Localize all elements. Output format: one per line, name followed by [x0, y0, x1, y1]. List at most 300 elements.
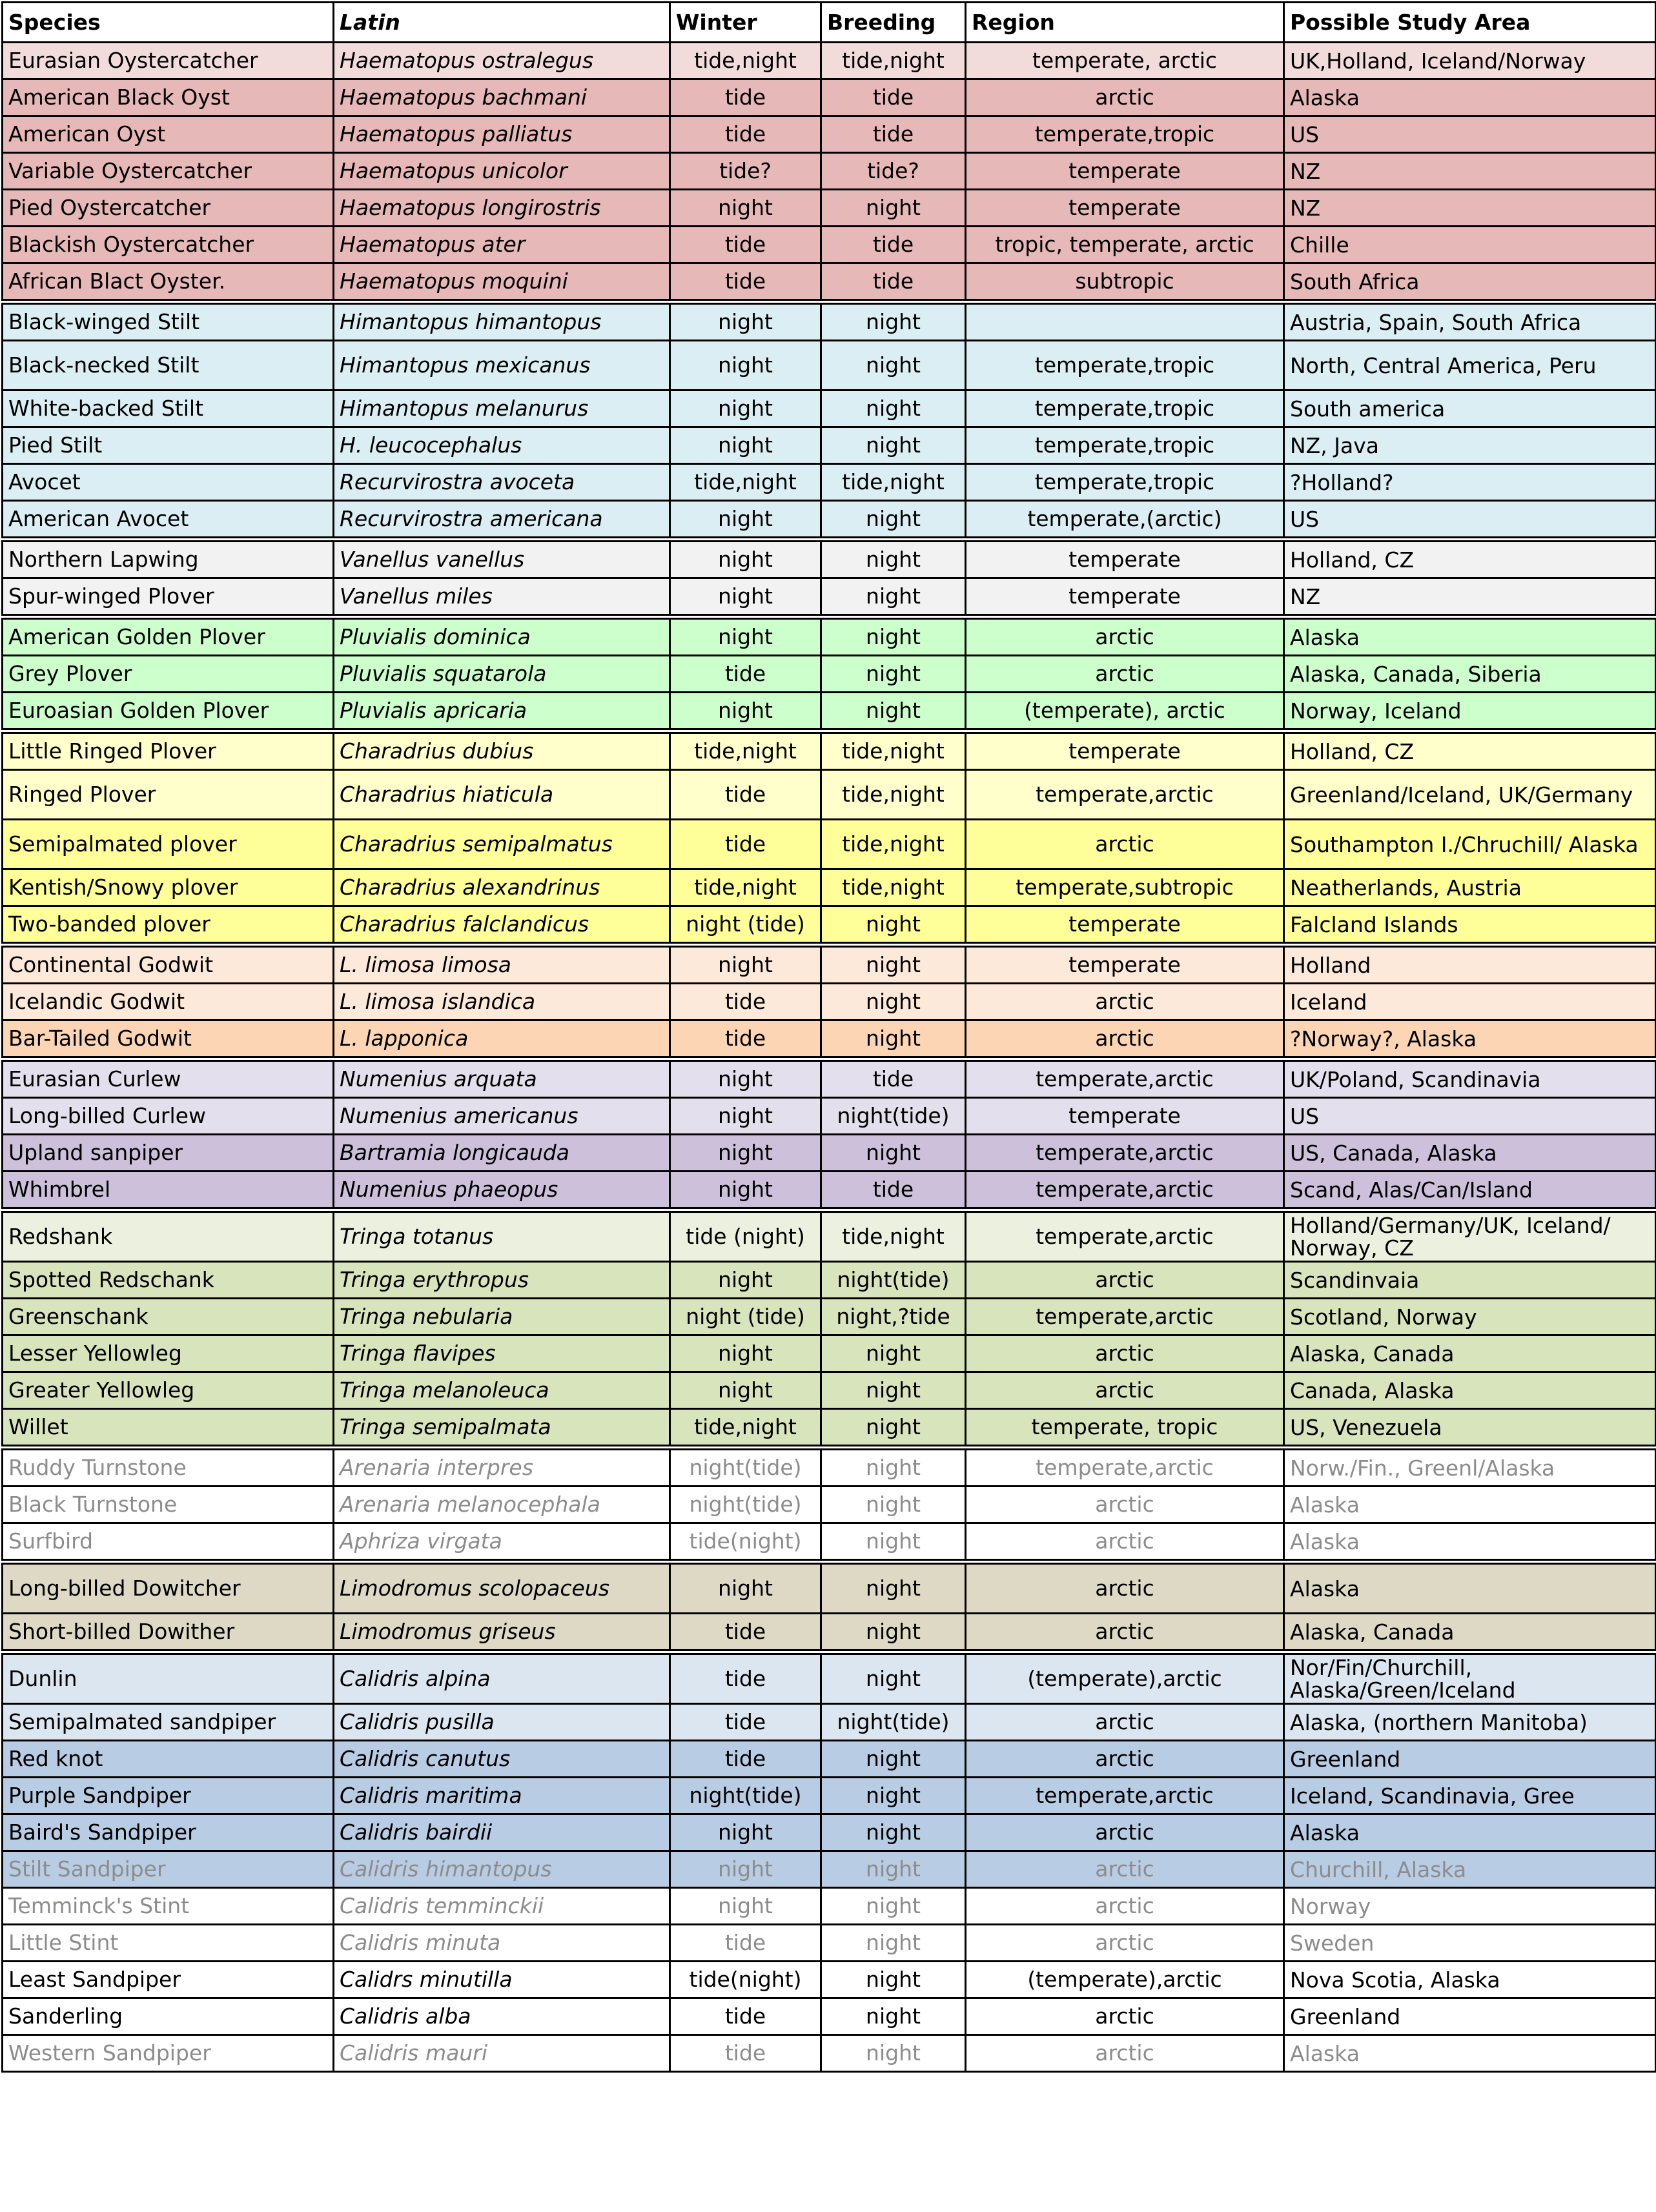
cell-breeding: night — [821, 1851, 966, 1888]
cell-region: arctic — [966, 2035, 1284, 2072]
cell-species: Pied Oystercatcher — [3, 190, 334, 227]
cell-study-area: UK/Poland, Scandinavia — [1284, 1059, 1656, 1098]
cell-species: Eurasian Curlew — [3, 1059, 334, 1098]
cell-study-area: Holland, CZ — [1284, 540, 1656, 578]
cell-breeding: night — [821, 1998, 966, 2035]
cell-region: temperate,arctic — [966, 1210, 1284, 1262]
table-row — [3, 1998, 1656, 2035]
cell-winter: night(tide) — [670, 1778, 821, 1814]
cell-region: arctic — [966, 1704, 1284, 1741]
cell-species: Variable Oystercatcher — [3, 153, 334, 190]
cell-latin: Calidris canutus — [334, 1741, 670, 1778]
cell-breeding: night — [821, 1888, 966, 1925]
cell-breeding: night(tide) — [821, 1262, 966, 1299]
cell-study-area: Alaska, Canada — [1284, 1335, 1656, 1372]
cell-breeding: tide — [821, 1172, 966, 1210]
cell-species: Purple Sandpiper — [3, 1778, 334, 1814]
cell-latin: Aphriza virgata — [334, 1523, 670, 1562]
cell-study-area: South Africa — [1284, 263, 1656, 302]
cell-species: Black Turnstone — [3, 1487, 334, 1523]
cell-region: arctic — [966, 1020, 1284, 1059]
table-body — [3, 43, 1656, 2072]
cell-winter: night — [670, 693, 821, 731]
cell-latin: Charadrius dubius — [334, 731, 670, 770]
cell-study-area: Chille — [1284, 227, 1656, 263]
table-row — [3, 464, 1656, 501]
cell-latin: Pluvialis squatarola — [334, 656, 670, 693]
cell-species: Blackish Oystercatcher — [3, 227, 334, 263]
cell-latin: Calidris himantopus — [334, 1851, 670, 1888]
header-latin: Latin — [334, 3, 670, 43]
table-row — [3, 731, 1656, 770]
cell-region: temperate,tropic — [966, 116, 1284, 153]
cell-region: temperate,arctic — [966, 1448, 1284, 1487]
cell-breeding: night,?tide — [821, 1299, 966, 1335]
cell-species: Willet — [3, 1409, 334, 1448]
cell-breeding: night — [821, 427, 966, 464]
cell-study-area: Holland, CZ — [1284, 731, 1656, 770]
cell-latin: Himantopus mexicanus — [334, 341, 670, 391]
cell-winter: night — [670, 540, 821, 578]
cell-species: American Golden Plover — [3, 617, 334, 656]
cell-breeding: tide,night — [821, 1210, 966, 1262]
cell-region: temperate — [966, 1098, 1284, 1135]
cell-latin: Tringa flavipes — [334, 1335, 670, 1372]
table-row — [3, 302, 1656, 341]
cell-region: (temperate),arctic — [966, 1962, 1284, 1998]
cell-species: Semipalmated plover — [3, 820, 334, 869]
cell-breeding: night — [821, 1335, 966, 1372]
cell-winter: tide,night — [670, 869, 821, 906]
table-row — [3, 1210, 1656, 1262]
cell-winter: tide — [670, 656, 821, 693]
cell-winter: tide — [670, 1925, 821, 1962]
cell-latin: Pluvialis apricaria — [334, 693, 670, 731]
cell-region: temperate,arctic — [966, 1778, 1284, 1814]
cell-species: Grey Plover — [3, 656, 334, 693]
cell-study-area: North, Central America, Peru — [1284, 341, 1656, 391]
cell-latin: Tringa semipalmata — [334, 1409, 670, 1448]
cell-study-area: US — [1284, 116, 1656, 153]
cell-winter: tide — [670, 770, 821, 820]
cell-species: Kentish/Snowy plover — [3, 869, 334, 906]
cell-latin: Bartramia longicauda — [334, 1135, 670, 1172]
cell-latin: Calidris alba — [334, 1998, 670, 2035]
cell-winter: night — [670, 617, 821, 656]
cell-region: arctic — [966, 1487, 1284, 1523]
cell-breeding: night — [821, 501, 966, 540]
cell-species: Continental Godwit — [3, 945, 334, 984]
cell-study-area: Scandinvaia — [1284, 1262, 1656, 1299]
cell-species: Northern Lapwing — [3, 540, 334, 578]
cell-study-area: Greenland/Iceland, UK/Germany — [1284, 770, 1656, 820]
cell-winter: tide — [670, 1998, 821, 2035]
cell-study-area: Alaska — [1284, 1487, 1656, 1523]
cell-winter: night (tide) — [670, 1299, 821, 1335]
cell-latin: Calidris bairdii — [334, 1814, 670, 1851]
table-row — [3, 227, 1656, 263]
cell-region: arctic — [966, 820, 1284, 869]
cell-species: Black-necked Stilt — [3, 341, 334, 391]
cell-region: arctic — [966, 1814, 1284, 1851]
cell-winter: night — [670, 1059, 821, 1098]
cell-species: Red knot — [3, 1741, 334, 1778]
table-row — [3, 79, 1656, 116]
cell-winter: tide — [670, 227, 821, 263]
cell-region: arctic — [966, 1925, 1284, 1962]
cell-study-area: South america — [1284, 391, 1656, 427]
header-study-area: Possible Study Area — [1284, 3, 1656, 43]
cell-winter: tide — [670, 1020, 821, 1059]
cell-winter: night — [670, 1335, 821, 1372]
cell-study-area: Southampton I./Chruchill/ Alaska — [1284, 820, 1656, 869]
cell-species: Semipalmated sandpiper — [3, 1704, 334, 1741]
cell-latin: Calidris maritima — [334, 1778, 670, 1814]
cell-winter: night — [670, 302, 821, 341]
cell-breeding: night — [821, 617, 966, 656]
cell-species: Little Stint — [3, 1925, 334, 1962]
cell-region: temperate,arctic — [966, 1299, 1284, 1335]
cell-breeding: night — [821, 1614, 966, 1652]
table-row — [3, 1851, 1656, 1888]
cell-region: arctic — [966, 1335, 1284, 1372]
cell-breeding: night — [821, 906, 966, 945]
cell-latin: Haematopus palliatus — [334, 116, 670, 153]
cell-region: arctic — [966, 79, 1284, 116]
cell-species: Eurasian Oystercatcher — [3, 43, 334, 79]
cell-region: temperate,tropic — [966, 464, 1284, 501]
cell-study-area: Alaska, Canada — [1284, 1614, 1656, 1652]
cell-latin: Haematopus moquini — [334, 263, 670, 302]
table-row — [3, 1704, 1656, 1741]
header-breeding: Breeding — [821, 3, 966, 43]
cell-species: Bar-Tailed Godwit — [3, 1020, 334, 1059]
cell-region: temperate — [966, 578, 1284, 617]
cell-species: Lesser Yellowleg — [3, 1335, 334, 1372]
cell-latin: Calidris alpina — [334, 1652, 670, 1704]
table-row — [3, 656, 1656, 693]
cell-species: Ringed Plover — [3, 770, 334, 820]
cell-study-area: Austria, Spain, South Africa — [1284, 302, 1656, 341]
cell-species: Least Sandpiper — [3, 1962, 334, 1998]
cell-study-area: Iceland, Scandinavia, Gree — [1284, 1778, 1656, 1814]
cell-study-area: Norway, Iceland — [1284, 693, 1656, 731]
cell-breeding: night — [821, 302, 966, 341]
cell-breeding: night — [821, 1487, 966, 1523]
cell-latin: Arenaria interpres — [334, 1448, 670, 1487]
cell-winter: tide — [670, 116, 821, 153]
cell-study-area: Holland/Germany/UK, Iceland/ Norway, CZ — [1284, 1210, 1656, 1262]
cell-study-area: Holland — [1284, 945, 1656, 984]
cell-latin: Calidris minuta — [334, 1925, 670, 1962]
cell-latin: Recurvirostra avoceta — [334, 464, 670, 501]
cell-region: temperate,tropic — [966, 427, 1284, 464]
cell-breeding: tide? — [821, 153, 966, 190]
cell-species: Euroasian Golden Plover — [3, 693, 334, 731]
cell-region: temperate — [966, 153, 1284, 190]
cell-breeding: night — [821, 1523, 966, 1562]
cell-breeding: night — [821, 2035, 966, 2072]
cell-species: Short-billed Dowither — [3, 1614, 334, 1652]
cell-species: Baird's Sandpiper — [3, 1814, 334, 1851]
cell-winter: tide(night) — [670, 1962, 821, 1998]
cell-study-area: Norway — [1284, 1888, 1656, 1925]
table-row — [3, 1135, 1656, 1172]
cell-region: temperate,arctic — [966, 770, 1284, 820]
cell-breeding: tide — [821, 263, 966, 302]
table-row — [3, 1814, 1656, 1851]
cell-breeding: night — [821, 1741, 966, 1778]
cell-study-area: US — [1284, 1098, 1656, 1135]
cell-study-area: US, Canada, Alaska — [1284, 1135, 1656, 1172]
cell-breeding: tide — [821, 227, 966, 263]
cell-winter: tide,night — [670, 464, 821, 501]
cell-latin: Haematopus ater — [334, 227, 670, 263]
cell-study-area: Alaska — [1284, 79, 1656, 116]
cell-study-area: Iceland — [1284, 984, 1656, 1020]
table-row — [3, 1409, 1656, 1448]
shorebird-table — [1, 1, 1656, 2073]
cell-study-area: Falcland Islands — [1284, 906, 1656, 945]
cell-breeding: night — [821, 1562, 966, 1614]
table-row — [3, 984, 1656, 1020]
cell-winter: night — [670, 1172, 821, 1210]
table-row — [3, 1020, 1656, 1059]
cell-study-area: Nova Scotia, Alaska — [1284, 1962, 1656, 1998]
table-row — [3, 2035, 1656, 2072]
cell-study-area: NZ — [1284, 153, 1656, 190]
cell-species: Upland sanpiper — [3, 1135, 334, 1172]
cell-species: Sanderling — [3, 1998, 334, 2035]
cell-region: arctic — [966, 1741, 1284, 1778]
table-row — [3, 1372, 1656, 1409]
cell-region: arctic — [966, 617, 1284, 656]
table-row — [3, 1562, 1656, 1614]
cell-winter: tide — [670, 263, 821, 302]
cell-region: arctic — [966, 1614, 1284, 1652]
cell-study-area: Scand, Alas/Can/Island — [1284, 1172, 1656, 1210]
cell-breeding: night — [821, 391, 966, 427]
cell-latin: Haematopus ostralegus — [334, 43, 670, 79]
cell-region: arctic — [966, 1262, 1284, 1299]
cell-latin: Himantopus himantopus — [334, 302, 670, 341]
cell-winter: tide,night — [670, 1409, 821, 1448]
cell-breeding: tide,night — [821, 770, 966, 820]
table-row — [3, 427, 1656, 464]
cell-breeding: tide — [821, 1059, 966, 1098]
cell-species: American Avocet — [3, 501, 334, 540]
cell-breeding: night — [821, 1372, 966, 1409]
cell-breeding: night — [821, 1020, 966, 1059]
cell-region: tropic, temperate, arctic — [966, 227, 1284, 263]
table-row — [3, 43, 1656, 79]
cell-study-area: Alaska, Canada, Siberia — [1284, 656, 1656, 693]
cell-winter: tide — [670, 1652, 821, 1704]
cell-species: Long-billed Curlew — [3, 1098, 334, 1135]
cell-species: Avocet — [3, 464, 334, 501]
cell-region: (temperate), arctic — [966, 693, 1284, 731]
cell-species: Surfbird — [3, 1523, 334, 1562]
cell-region: arctic — [966, 656, 1284, 693]
cell-study-area: Churchill, Alaska — [1284, 1851, 1656, 1888]
cell-region: arctic — [966, 1562, 1284, 1614]
cell-species: Dunlin — [3, 1652, 334, 1704]
cell-latin: Vanellus vanellus — [334, 540, 670, 578]
cell-latin: Calidrs minutilla — [334, 1962, 670, 1998]
cell-species: Temminck's Stint — [3, 1888, 334, 1925]
cell-winter: night — [670, 945, 821, 984]
cell-latin: Recurvirostra americana — [334, 501, 670, 540]
cell-region: (temperate),arctic — [966, 1652, 1284, 1704]
cell-winter: night — [670, 1372, 821, 1409]
cell-latin: Charadrius falclandicus — [334, 906, 670, 945]
cell-species: Greenschank — [3, 1299, 334, 1335]
table-row — [3, 770, 1656, 820]
cell-winter: night — [670, 1262, 821, 1299]
cell-study-area: Greenland — [1284, 1998, 1656, 2035]
cell-winter: tide,night — [670, 731, 821, 770]
cell-region: temperate — [966, 945, 1284, 984]
cell-region: temperate, arctic — [966, 43, 1284, 79]
table-row — [3, 1962, 1656, 1998]
table-row — [3, 869, 1656, 906]
cell-species: American Oyst — [3, 116, 334, 153]
table-row — [3, 1172, 1656, 1210]
table-row — [3, 1925, 1656, 1962]
table-row — [3, 820, 1656, 869]
cell-region — [966, 302, 1284, 341]
cell-winter: tide — [670, 2035, 821, 2072]
cell-winter: tide — [670, 1741, 821, 1778]
cell-latin: H. leucocephalus — [334, 427, 670, 464]
cell-study-area: ?Norway?, Alaska — [1284, 1020, 1656, 1059]
cell-breeding: tide,night — [821, 464, 966, 501]
cell-region: arctic — [966, 1998, 1284, 2035]
cell-breeding: tide — [821, 116, 966, 153]
table-row — [3, 617, 1656, 656]
table-row — [3, 116, 1656, 153]
cell-region: arctic — [966, 1888, 1284, 1925]
cell-region: arctic — [966, 1851, 1284, 1888]
cell-study-area: Sweden — [1284, 1925, 1656, 1962]
cell-region: temperate — [966, 190, 1284, 227]
cell-latin: Haematopus longirostris — [334, 190, 670, 227]
cell-breeding: night — [821, 540, 966, 578]
cell-study-area: Scotland, Norway — [1284, 1299, 1656, 1335]
cell-winter: tide(night) — [670, 1523, 821, 1562]
cell-study-area: Alaska — [1284, 1814, 1656, 1851]
cell-region: temperate — [966, 540, 1284, 578]
cell-latin: L. limosa limosa — [334, 945, 670, 984]
cell-latin: Charadrius alexandrinus — [334, 869, 670, 906]
cell-species: African Blact Oyster. — [3, 263, 334, 302]
cell-breeding: night — [821, 1925, 966, 1962]
cell-breeding: night — [821, 1962, 966, 1998]
cell-study-area: Alaska — [1284, 1562, 1656, 1614]
cell-study-area: NZ — [1284, 190, 1656, 227]
cell-winter: night — [670, 1562, 821, 1614]
cell-winter: night — [670, 391, 821, 427]
cell-breeding: night — [821, 1448, 966, 1487]
table-row — [3, 1487, 1656, 1523]
table-row — [3, 540, 1656, 578]
cell-latin: Calidris temminckii — [334, 1888, 670, 1925]
cell-species: Western Sandpiper — [3, 2035, 334, 2072]
cell-breeding: night — [821, 578, 966, 617]
cell-breeding: tide,night — [821, 731, 966, 770]
cell-study-area: US — [1284, 501, 1656, 540]
cell-breeding: night(tide) — [821, 1704, 966, 1741]
cell-latin: Limodromus scolopaceus — [334, 1562, 670, 1614]
cell-breeding: tide — [821, 79, 966, 116]
cell-breeding: night — [821, 945, 966, 984]
table-row — [3, 945, 1656, 984]
cell-region: temperate,arctic — [966, 1135, 1284, 1172]
header-species: Species — [3, 3, 334, 43]
cell-winter: tide — [670, 1614, 821, 1652]
cell-species: Spur-winged Plover — [3, 578, 334, 617]
cell-species: Little Ringed Plover — [3, 731, 334, 770]
cell-species: Pied Stilt — [3, 427, 334, 464]
cell-latin: Arenaria melanocephala — [334, 1487, 670, 1523]
cell-region: temperate,tropic — [966, 391, 1284, 427]
cell-study-area: Greenland — [1284, 1741, 1656, 1778]
cell-latin: Calidris mauri — [334, 2035, 670, 2072]
table-row — [3, 1098, 1656, 1135]
cell-winter: night(tide) — [670, 1487, 821, 1523]
cell-study-area: NZ, Java — [1284, 427, 1656, 464]
cell-winter: night — [670, 578, 821, 617]
cell-winter: night(tide) — [670, 1448, 821, 1487]
cell-breeding: night — [821, 190, 966, 227]
table-row — [3, 1262, 1656, 1299]
cell-latin: L. limosa islandica — [334, 984, 670, 1020]
cell-winter: tide — [670, 79, 821, 116]
cell-region: temperate, tropic — [966, 1409, 1284, 1448]
cell-winter: tide? — [670, 153, 821, 190]
cell-study-area: ?Holland? — [1284, 464, 1656, 501]
cell-winter: tide — [670, 820, 821, 869]
cell-breeding: night(tide) — [821, 1098, 966, 1135]
cell-species: American Black Oyst — [3, 79, 334, 116]
cell-winter: night — [670, 1851, 821, 1888]
cell-winter: night — [670, 1888, 821, 1925]
cell-breeding: night — [821, 1814, 966, 1851]
cell-species: Icelandic Godwit — [3, 984, 334, 1020]
table-row — [3, 578, 1656, 617]
table-row — [3, 1778, 1656, 1814]
cell-region: temperate,tropic — [966, 341, 1284, 391]
cell-breeding: tide,night — [821, 869, 966, 906]
cell-breeding: tide,night — [821, 43, 966, 79]
cell-species: Black-winged Stilt — [3, 302, 334, 341]
table-row — [3, 1652, 1656, 1704]
cell-region: temperate,arctic — [966, 1059, 1284, 1098]
table-row — [3, 1888, 1656, 1925]
cell-study-area: UK,Holland, Iceland/Norway — [1284, 43, 1656, 79]
cell-breeding: night — [821, 1409, 966, 1448]
header-row — [3, 3, 1656, 43]
table-row — [3, 1335, 1656, 1372]
cell-study-area: Nor/Fin/Churchill, Alaska/Green/Iceland — [1284, 1652, 1656, 1704]
cell-latin: Haematopus unicolor — [334, 153, 670, 190]
cell-study-area: US, Venezuela — [1284, 1409, 1656, 1448]
cell-region: arctic — [966, 1523, 1284, 1562]
table-row — [3, 341, 1656, 391]
cell-latin: Tringa erythropus — [334, 1262, 670, 1299]
cell-species: White-backed Stilt — [3, 391, 334, 427]
cell-region: temperate,arctic — [966, 1172, 1284, 1210]
